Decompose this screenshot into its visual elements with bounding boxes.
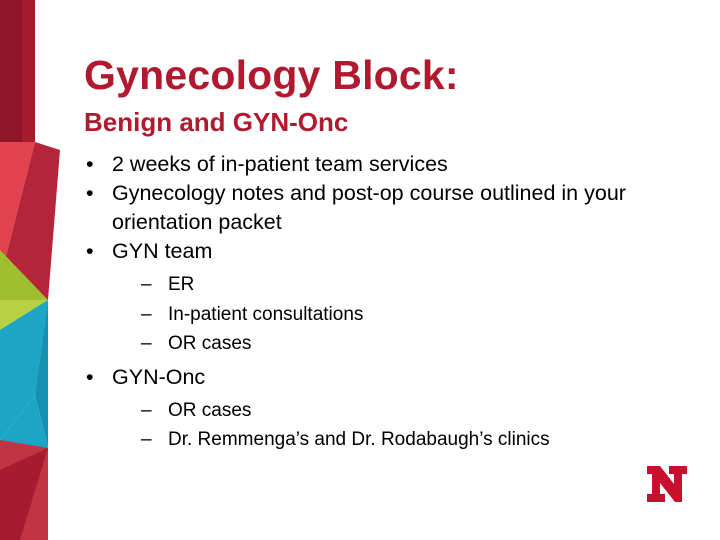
bullet-item: [86, 150, 686, 179]
bullet-text: 2 weeks of in-patient team services: [112, 152, 448, 176]
bullet-text: GYN-Onc: [112, 364, 206, 389]
slide-title: Gynecology Block:: [84, 52, 459, 98]
sub-bullet-text: ER: [168, 274, 195, 295]
sub-bullet-marker: –: [141, 399, 152, 421]
bullet-list: [86, 150, 686, 459]
bullet-marker: •: [86, 181, 94, 205]
university-n-logo-icon: [645, 462, 689, 506]
sub-bullet-text: In-patient consultations: [168, 303, 364, 325]
bullet-marker: •: [86, 239, 94, 263]
sub-bullet-text: OR cases: [168, 333, 252, 354]
sub-bullet-marker: –: [141, 303, 152, 325]
bullet-item: [86, 237, 686, 359]
sub-bullet-item: [112, 300, 686, 330]
sub-bullet-marker: –: [141, 333, 152, 354]
sub-bullet-item: [112, 270, 686, 300]
sub-bullet-text: Dr. Remmenga’s and Dr. Rodabaugh’s clinics: [168, 429, 550, 450]
sub-bullet-marker: –: [141, 274, 152, 295]
sub-bullet-list: [112, 396, 686, 455]
decorative-side-stripe: [0, 0, 60, 540]
sub-bullet-text: OR cases: [168, 399, 252, 421]
bullet-text: Gynecology notes and post-op course outlined in your orientation packet: [112, 181, 626, 234]
bullet-marker: •: [86, 152, 94, 176]
sub-bullet-list: [112, 270, 686, 359]
sub-bullet-marker: –: [141, 429, 152, 450]
bullet-text: GYN team: [112, 239, 213, 263]
bullet-item: [86, 363, 686, 455]
sub-bullet-item: [112, 329, 686, 359]
sub-bullet-item: [112, 425, 686, 455]
sub-bullet-item: [112, 396, 686, 426]
bullet-item: [86, 179, 686, 237]
bullet-marker: •: [86, 364, 94, 389]
slide-subtitle: Benign and GYN-Onc: [84, 107, 349, 137]
